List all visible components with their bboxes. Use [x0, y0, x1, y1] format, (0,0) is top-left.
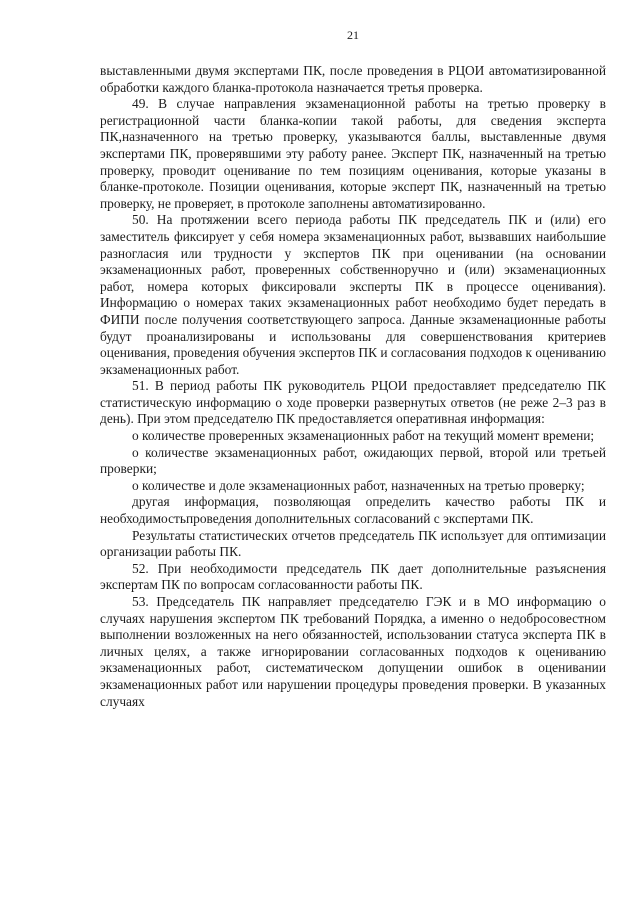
paragraph-53: 53. Председатель ПК направляет председателю ГЭК и в МО информацию о случаях нарушения экспертом ПК требований Порядка, а именно о недобросовестном выполнении возложенных на него обязанностей, использовании статуса эксперта ПК в личных целях, а также игнорировании согласованных подходов к оцениванию экзаменационных работ, систематическом допущении ошибок в оценивании экзаменационных работ или нарушении процедуры проведения проверки. В указанных случаях: [100, 594, 606, 709]
paragraph-49: 49. В случае направления экзаменационной работы на третью проверку в регистрационной части бланка-копии такой работы, для сведения эксперта ПК,назначенного на третью проверку, указываются баллы, выставленные двумя экспертами ПК, проверявшими эту работу ранее. Эксперт ПК, назначенный на третью проверку, проводит оценивание по тем позициям оценивания, которые указаны в бланке-протоколе. Позиции оценивания, которые эксперт ПК, назначенный на третью проверку, не проверяет, в протоколе заполнены автоматизированно.: [100, 96, 606, 211]
page-number: 21: [347, 28, 359, 42]
paragraph-51-item-4: другая информация, позволяющая определить качество работы ПК и необходимостьпроведения дополнительных согласований с экспертами ПК.: [100, 494, 606, 527]
paragraph-51-item-3: о количестве и доле экзаменационных работ, назначенных на третью проверку;: [132, 477, 585, 493]
paragraph-52: 52. При необходимости председатель ПК дает дополнительные разъяснения экспертам ПК по вопросам согласованности работы ПК.: [100, 560, 606, 593]
paragraph-50: 50. На протяжении всего периода работы ПК председатель ПК и (или) его заместитель фиксирует у себя номера экзаменационных работ, вызвавших наибольшие разногласия или трудности у экспертов ПК при оценивании (на основании экзаменационных работ, проверенных собственноручно и (или) экзаменационных работ, номера которых фиксировали эксперты ПК в процессе оценивания). Информацию о номерах таких экзаменационных работ необходимо будет передать в ФИПИ после получения соответствующего запроса. Данные экзаменационные работы будут проанализированы и использованы для совершенствования критериев оценивания, проведения обучения экспертов ПК и согласования подходов к оцениванию экзаменационных работ.: [100, 212, 606, 377]
paragraph-continuation: выставленными двумя экспертами ПК, после проведения в РЦОИ автоматизированной обработки каждого бланка-протокола назначается третья проверка.: [100, 63, 606, 95]
paragraph-51-item-2: о количестве экзаменационных работ, ожидающих первой, второй или третьей проверки;: [100, 444, 606, 477]
paragraph-51-item-1: о количестве проверенных экзаменационных работ на текущий момент времени;: [132, 428, 595, 444]
document-body: [100, 63, 606, 710]
paragraph-51: 51. В период работы ПК руководитель РЦОИ предоставляет председателю ПК статистическую информацию о ходе проверки развернутых ответов (не реже 2–3 раз в день). При этом председателю ПК предоставляется оперативная информация:: [100, 378, 606, 427]
paragraph-51-results: Результаты статистических отчетов председатель ПК использует для оптимизации организации работы ПК.: [100, 527, 606, 560]
